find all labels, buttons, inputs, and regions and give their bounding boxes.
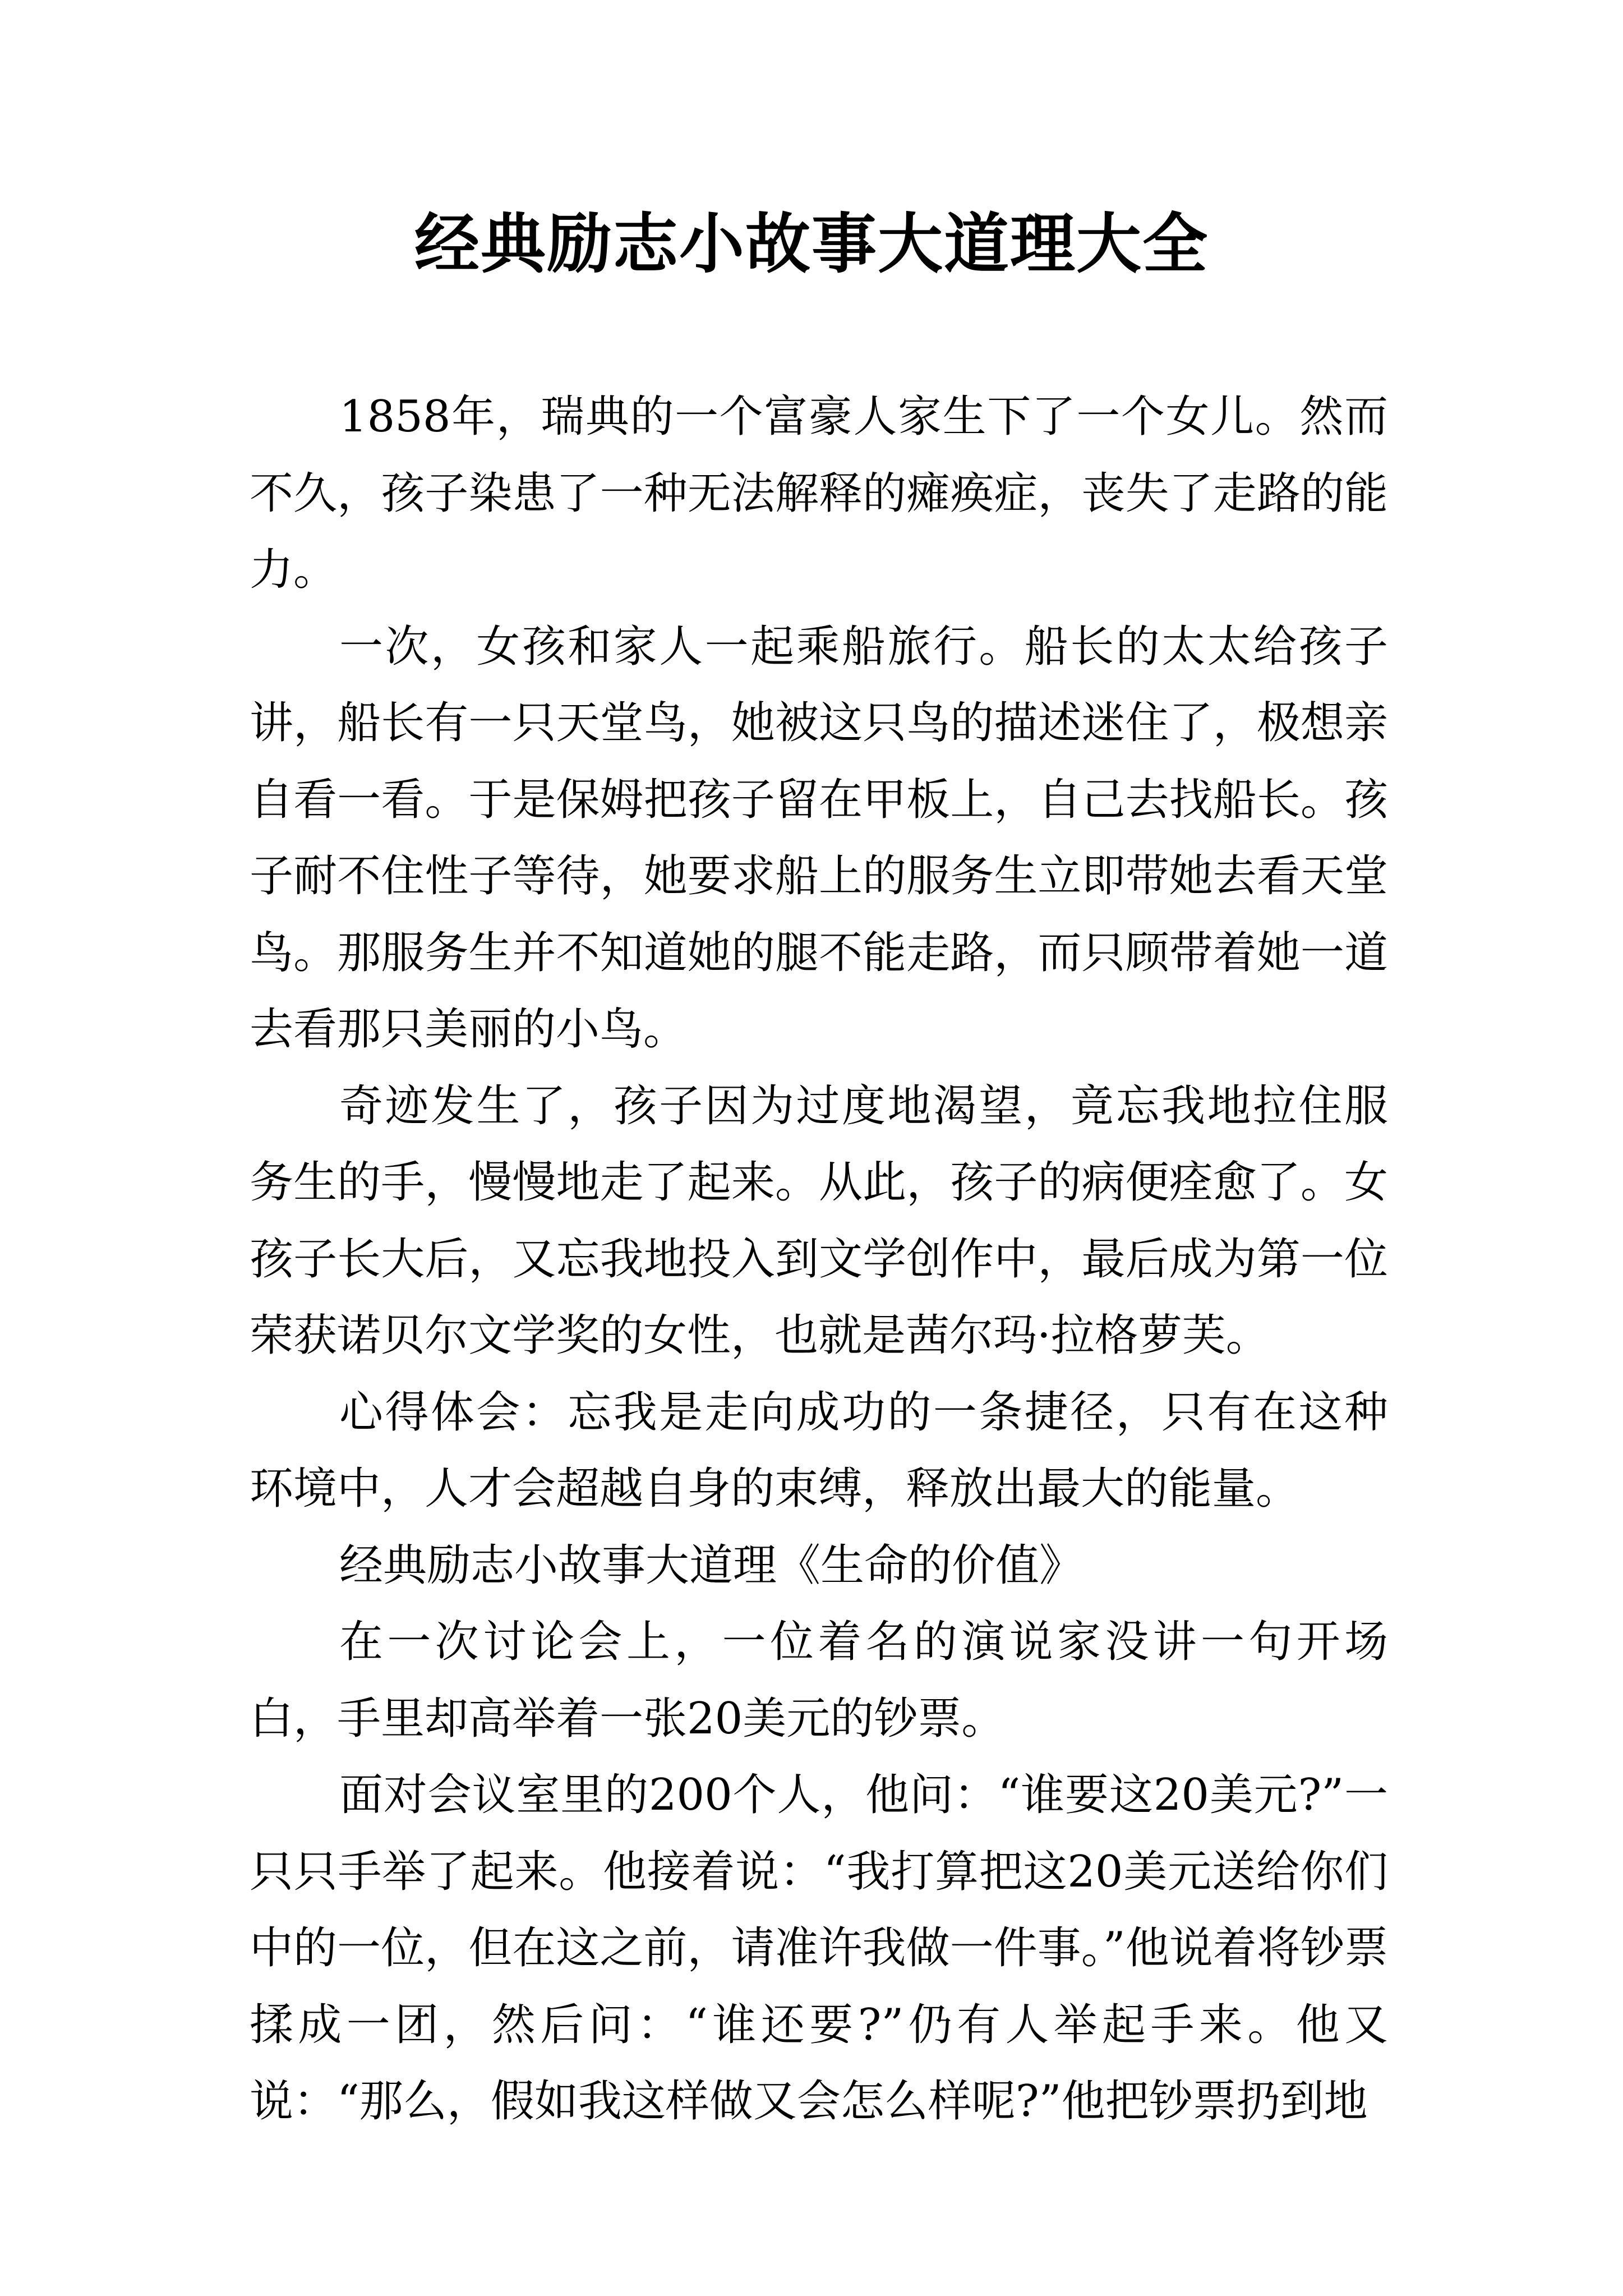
paragraph-2: 一次，女孩和家人一起乘船旅行。船长的太太给孩子讲，船长有一只天堂鸟，她被这只鸟的描述迷住了，极想亲自看一看。于是保姆把孩子留在甲板上，自己去找船长。孩子耐不住性子等待，她要求船上的服务生立即带她去看天堂鸟。那服务生并不知道她的腿不能走路，而只顾带着她一道去看那只美丽的小鸟。 bbox=[250, 621, 1388, 1055]
section-heading: 经典励志小故事大道理《生命的价值》 bbox=[339, 1540, 1083, 1591]
paragraph-3: 奇迹发生了，孩子因为过度地渴望，竟忘我地拉住服务生的手，慢慢地走了起来。从此，孩子的病便痊愈了。女孩子长大后，又忘我地投入到文学创作中，最后成为第一位荣获诺贝尔文学奖的女性，也就是茜尔玛·拉格萝芙。 bbox=[250, 1080, 1388, 1361]
document-body bbox=[250, 379, 1388, 2140]
paragraph-5: 在一次讨论会上，一位着名的演说家没讲一句开场白，手里却高举着一张20美元的钞票。 bbox=[250, 1617, 1388, 1744]
paragraph-4: 心得体会：忘我是走向成功的一条捷径，只有在这种环境中，人才会超越自身的束缚，释放出最大的能量。 bbox=[250, 1387, 1388, 1514]
document-title: 经典励志小故事大道理大全 bbox=[414, 206, 1209, 282]
paragraph-1: 1858年，瑞典的一个富豪人家生下了一个女儿。然而不久，孩子染患了一种无法解释的瘫痪症，丧失了走路的能力。 bbox=[250, 392, 1388, 595]
paragraph-6: 面对会议室里的200个人，他问：“谁要这20美元?”一只只手举了起来。他接着说：“我打算把这20美元送给你们中的一位，但在这之前，请准许我做一件事。”他说着将钞票揉成一团，然后问：“谁还要?”仍有人举起手来。他又说：“那么，假如我这样做又会怎么样呢?”他把钞票扔到地 bbox=[250, 1770, 1388, 2127]
